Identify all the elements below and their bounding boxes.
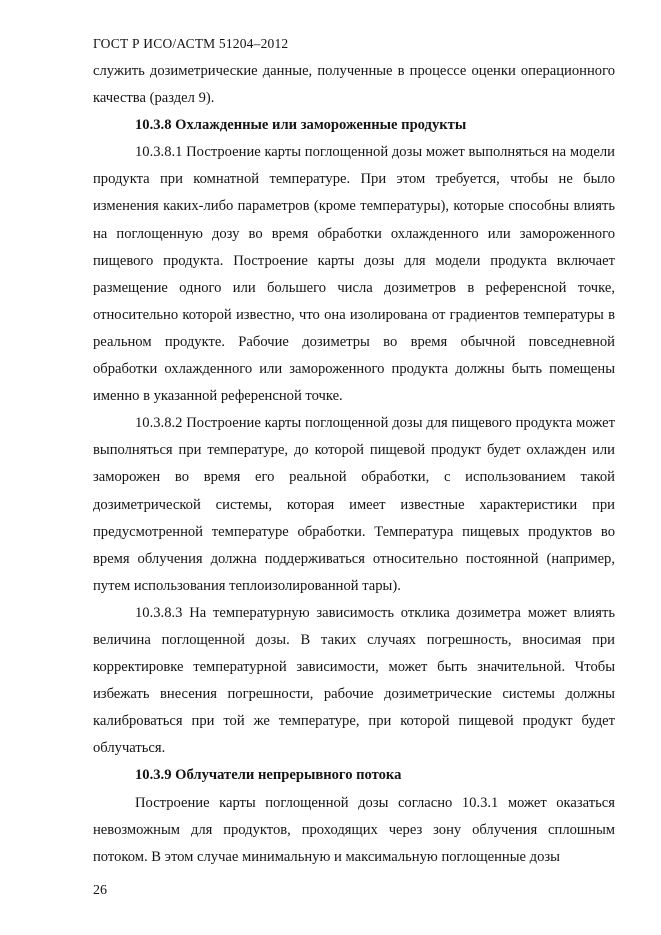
page-number: 26 bbox=[93, 883, 107, 898]
paragraph-10-3-8-1: 10.3.8.1 Построение карты поглощенной дозы может выполняться на модели продукта при комнатной температуре. При этом требуется, чтобы не было изменения каких-либо параметров (кроме температуры), которые способны влиять на поглощенную дозу во время обработки охлажденного или замороженного пищевого продукта. Построение карты дозы для модели продукта включает размещение одного или большего числа дозиметров в референсной точке, относительно которой известно, что она изолирована от градиентов температуры в реальном продукте. Рабочие дозиметры во время обычной повседневной обработки охлажденного или замороженного продукта должны быть помещены именно в указанной референсной точке. bbox=[93, 144, 615, 405]
document-body bbox=[93, 58, 615, 871]
paragraph-10-3-9: Построение карты поглощенной дозы согласно 10.3.1 может оказаться невозможным для продуктов, проходящих через зону облучения сплошным потоком. В этом случае минимальную и максимальную поглощенные дозы bbox=[93, 794, 615, 865]
paragraph-10-3-8-2: 10.3.8.2 Построение карты поглощенной дозы для пищевого продукта может выполняться при температуре, до которой пищевой продукт будет охлажден или заморожен во время его реальной обработки, с использованием такой дозиметрической системы, которая имеет известные характеристики при предусмотренной температуре обработки. Температура пищевых продуктов во время облучения должна поддерживаться относительно постоянной (например, путем использования теплоизолированной тары). bbox=[93, 415, 615, 594]
continuation-paragraph: служить дозиметрические данные, полученные в процессе оценки операционного качества (раздел 9). bbox=[93, 63, 615, 107]
document-header: ГОСТ Р ИСО/АСТМ 51204–2012 bbox=[93, 36, 289, 51]
section-heading-10-3-9: 10.3.9 Облучатели непрерывного потока bbox=[135, 767, 402, 784]
paragraph-10-3-8-3: 10.3.8.3 На температурную зависимость отклика дозиметра может влиять величина поглощенной дозы. В таких случаях погрешность, вносимая при корректировке температурной зависимости, может быть значительной. Чтобы избежать внесения погрешности, рабочие дозиметрические системы должны калиброваться при той же температуре, при которой пищевой продукт будет облучаться. bbox=[93, 604, 615, 757]
section-heading-10-3-8: 10.3.8 Охлажденные или замороженные продукты bbox=[135, 117, 467, 134]
